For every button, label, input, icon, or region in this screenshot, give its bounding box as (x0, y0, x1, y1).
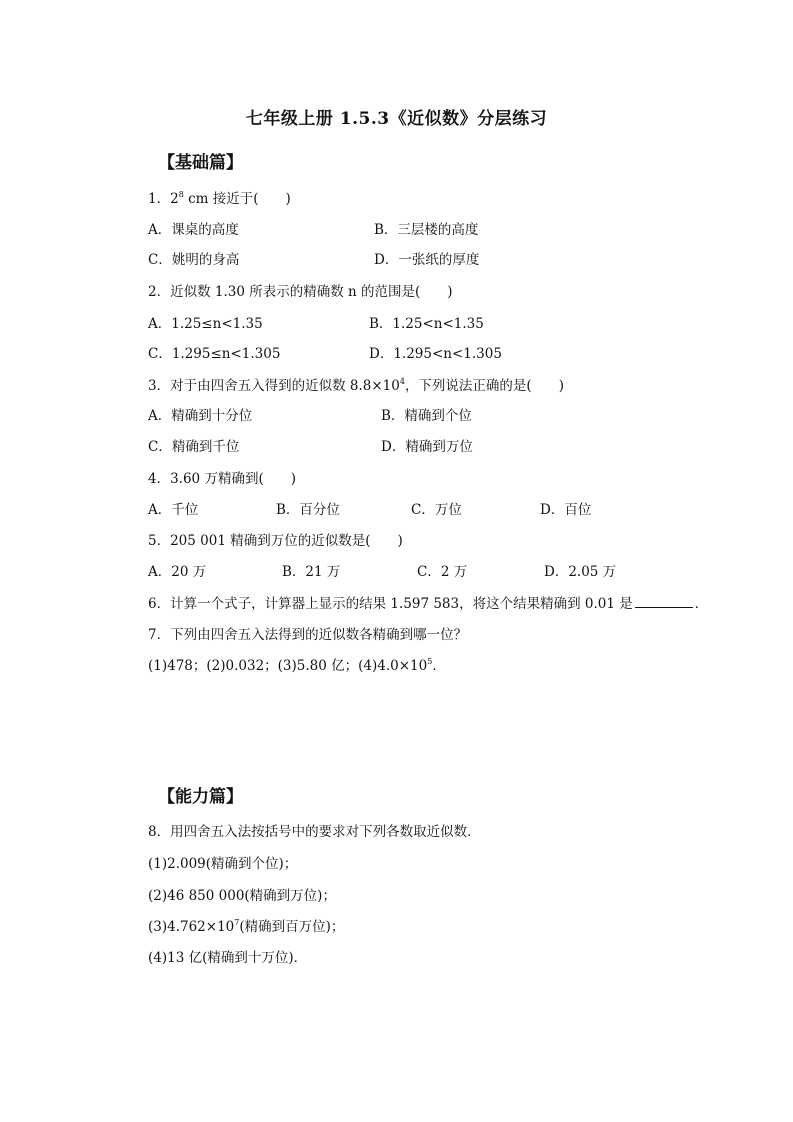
question-5-option-b: B．21 万 (282, 564, 341, 580)
question-4-option-d: D．百位 (540, 502, 592, 518)
question-3-option-a: A．精确到十分位 (148, 408, 253, 424)
question-6-stem: 6．计算一个式子，计算器上显示的结果 1.597 583，将这个结果精确到 0.01 是 ． (148, 596, 709, 612)
question-7-items: (1)478；(2)0.032；(3)5.80 亿；$(4)4.0\times 10^5$． (148, 657, 446, 674)
question-1-option-a: A．课桌的高度 (148, 222, 239, 238)
question-2-option-a: A．1.25≤n<1.35 (148, 316, 263, 332)
question-5-stem: 5．205 001 精确到万位的近似数是( ) (148, 533, 403, 549)
question-2-option-c: C．1.295≤n<1.305 (148, 346, 281, 362)
question-2-option-b: B．1.25<n<1.35 (369, 316, 484, 332)
question-8-item-1: (1)2.009(精确到个位)； (148, 856, 298, 872)
question-8-stem: 8．用四舍五入法按括号中的要求对下列各数取近似数． (148, 824, 481, 840)
question-7-stem: 7．下列由四舍五入法得到的近似数各精确到哪一位？ (148, 627, 468, 643)
question-1-option-b: B．三层楼的高度 (374, 222, 479, 238)
answer-blank[interactable] (635, 595, 693, 608)
question-1-option-c: C．姚明的身高 (148, 252, 240, 268)
question-3-option-b: B．精确到个位 (381, 408, 472, 424)
question-3-option-d: D．精确到万位 (381, 439, 473, 455)
question-4-stem: 4．3.60 万精确到( ) (148, 471, 296, 487)
question-1-stem: 1．$2^8$ cm 接近于( ) (148, 190, 291, 207)
question-5-option-d: D．2.05 万 (544, 564, 617, 580)
question-3-option-c: C．精确到千位 (148, 439, 240, 455)
question-5-option-a: A．20 万 (148, 564, 207, 580)
question-8-item-4: (4)13 亿(精确到十万位)． (148, 950, 308, 966)
question-8-item-3: $(3)4.762\times 10^7$(精确到百万位)； (148, 918, 345, 935)
question-2-option-d: D．1.295<n<1.305 (369, 346, 502, 362)
page-title: 七年级上册 1.5.3《近似数》分层练习 (245, 109, 548, 129)
question-4-option-b: B．百分位 (276, 502, 340, 518)
section-ability-heading: 【能力篇】 (158, 787, 243, 807)
section-basic-heading: 【基础篇】 (158, 153, 243, 173)
question-3-stem: 3．对于由四舍五入得到的近似数 $8.8\times 10^4$，下列说法正确的是( ) (148, 377, 564, 394)
question-4-option-c: C．万位 (411, 502, 462, 518)
question-8-item-2: (2)46 850 000(精确到万位)； (148, 888, 336, 904)
question-2-stem: 2．近似数 1.30 所表示的精确数 n 的范围是( ) (148, 284, 453, 300)
question-4-option-a: A．千位 (148, 502, 199, 518)
question-1-option-d: D．一张纸的厚度 (374, 252, 480, 268)
question-5-option-c: C．2 万 (417, 564, 468, 580)
